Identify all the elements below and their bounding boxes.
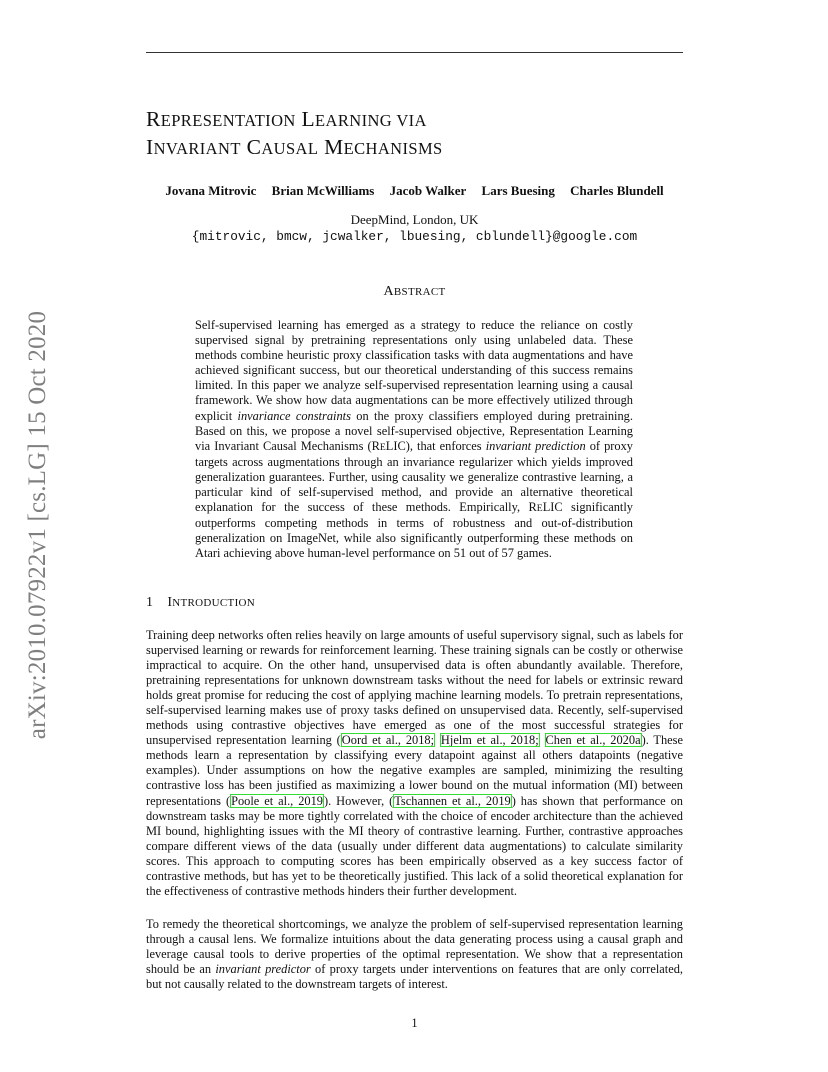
abstract-heading: ABSTRACT	[383, 284, 446, 299]
page-number: 1	[411, 1016, 418, 1030]
citation-link[interactable]: Oord et al., 2018;	[341, 733, 435, 748]
title-line-1: REPRESENTATION LEARNING VIA	[146, 107, 427, 131]
abstract-body: Self-supervised learning has emerged as a strategy to reduce the reliance on costly supervised signal by pretraining representations only using unlabeled data. These methods combine heuristic proxy classification tasks with data augmentations and have achieved significant success, but our theoretical understanding of this success remains limited. In this paper we analyze self-supervised representation learning using a causal framework. We show how data augmentations can be more effectively utilized through explicit invariance constraints on the proxy classifiers employed during pretraining. Based on this, we propose a novel self-supervised objective, Representation Learning via Invariant Causal Mechanisms (RELIC), that enforces invariant prediction of proxy targets across augmentations through an invariance regularizer which yields improved generalization guarantees. Further, using causality we generalize contrastive learning, a particular kind of self-supervised method, and provide an alternative theoretical explanation for the success of these methods. Empirically, RELIC significantly outperforms competing methods in terms of robustness and out-of-distribution generalization on ImageNet, while also significantly outperforming these methods on Atari achieving above human-level performance on 51 out of 57 games.	[195, 318, 634, 561]
intro-paragraph-1: Training deep networks often relies heavily on large amounts of useful supervisory signal, such as labels for supervised learning or rewards for reinforcement learning. These training signals can be costly or otherwise impractical to acquire. On the other hand, unsupervised data is often abundantly available. Therefore, pretraining representations for unknown downstream tasks without the need for labels or extrinsic reward holds great promise for reducing the cost of applying machine learning models. To pretrain representations, self-supervised learning makes use of proxy tasks defined on unsupervised data. Recently, self-supervised methods using contrastive objectives have emerged as one of the most successful strategies for unsupervised representation learning (Oord et al., 2018; Hjelm et al., 2018; Chen et al., 2020a). These methods learn a representation by classifying every datapoint against all others datapoints (negative examples). Under assumptions on how the negative examples are sampled, minimizing the resulting contrastive loss has been justified as maximizing a lower bound on the mutual information (MI) between representations (Poole et al., 2019). However, (Tschannen et al., 2019) has shown that performance on downstream tasks may be more tightly correlated with the choice of encoder architecture than the achieved MI bound, highlighting issues with the MI theory of contrastive learning. Further, contrastive approaches compare different views of the data (usually under different data augmentations) to calculate similarity scores. This approach to computing scores has been empirically observed as a key success factor of contrastive methods, but has yet to be theoretically justified. This lack of a solid theoretical explanation for the effectiveness of contrastive methods hinders their further development.	[146, 628, 683, 898]
citation-link[interactable]: Chen et al., 2020a	[545, 733, 641, 748]
paper-title	[146, 106, 706, 162]
citation-link[interactable]: Poole et al., 2019	[231, 793, 323, 808]
arxiv-identifier-stamp: arXiv:2010.07922v1 [cs.LG] 15 Oct 2020	[24, 310, 51, 740]
author-name: Brian McWilliams	[271, 183, 375, 198]
author-name: Jovana Mitrovic	[165, 183, 257, 198]
affiliation: DeepMind, London, UK	[350, 212, 479, 227]
citation-link[interactable]: Tschannen et al., 2019	[394, 793, 511, 808]
author-name: Lars Buesing	[481, 183, 555, 198]
author-name: Charles Blundell	[570, 183, 664, 198]
citation-link[interactable]: Hjelm et al., 2018;	[440, 733, 539, 748]
title-line-2: INVARIANT CAUSAL MECHANISMS	[146, 135, 443, 159]
author-list	[146, 183, 683, 199]
section-heading-introduction: 1 INTRODUCTION	[146, 595, 256, 610]
intro-paragraph-2: To remedy the theoretical shortcomings, we analyze the problem of self-supervised representation learning through a causal lens. We formalize intuitions about the data generating process using a causal graph and leverage causal tools to derive properties of the optimal representation. We show that a representation should be an invariant predictor of proxy targets under interventions on features that are only correlated, but not causally related to the downstream targets of interest.	[146, 917, 683, 992]
author-emails: {mitrovic, bmcw, jcwalker, lbuesing, cblundell}@google.com	[191, 229, 638, 244]
author-name: Jacob Walker	[389, 183, 467, 198]
header-rule	[146, 52, 683, 53]
